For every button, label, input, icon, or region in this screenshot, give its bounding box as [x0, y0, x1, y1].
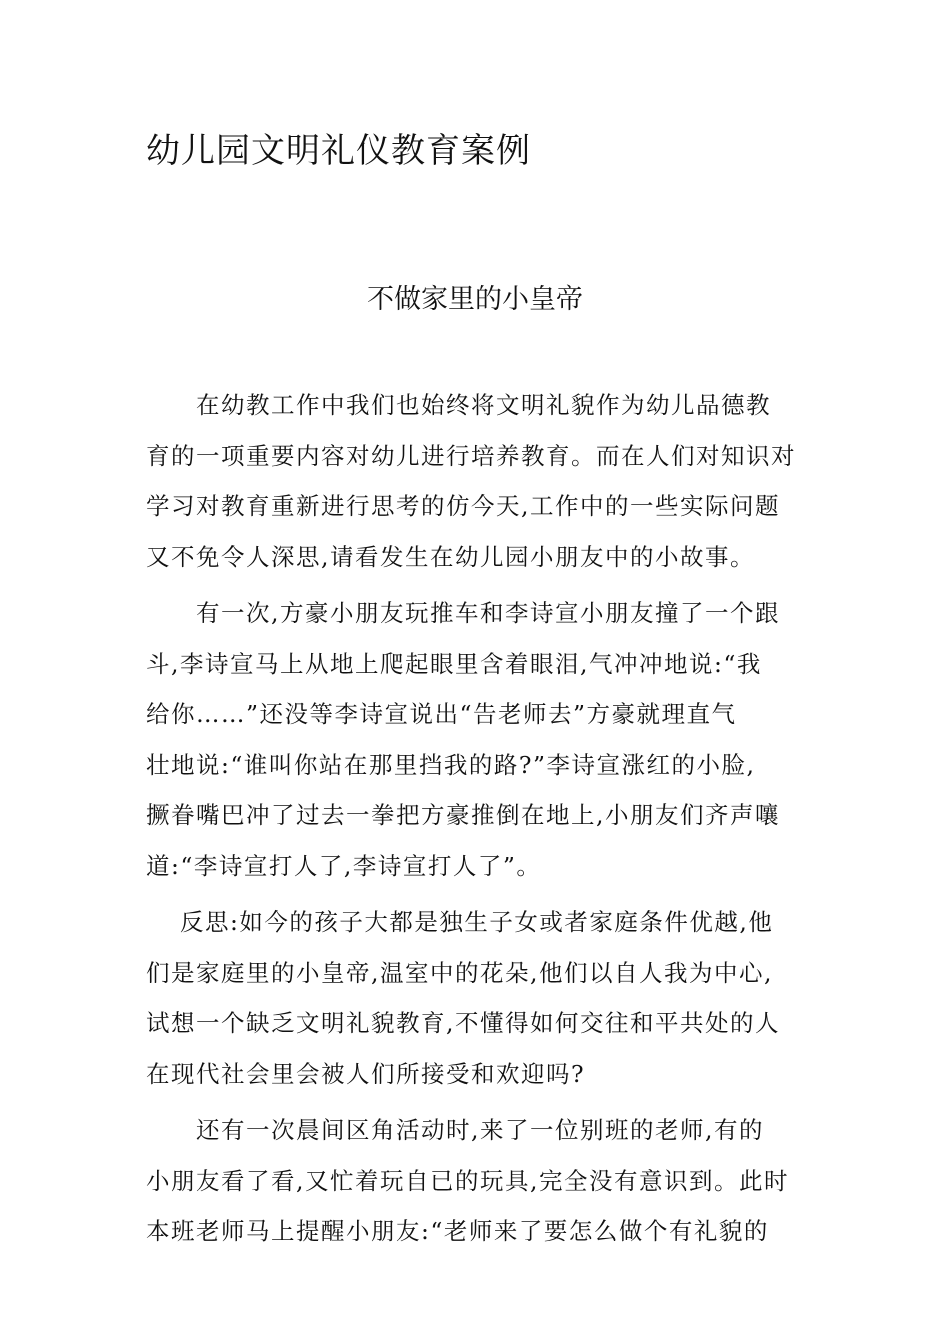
- paragraph-line: 反思:如今的孩子大都是独生子女或者家庭条件优越,他: [180, 908, 774, 936]
- paragraph-line: 又不免令人深思,请看发生在幼儿园小朋友中的小故事。: [146, 542, 755, 571]
- document-title: 幼儿园文明礼仪教育案例: [146, 131, 531, 171]
- paragraph-line: 育的一项重要内容对幼儿进行培养教育。而在人们对知识对: [146, 441, 796, 470]
- paragraph-line: 还有一次晨间区角活动时,来了一位别班的老师,有的: [196, 1116, 764, 1144]
- paragraph-line: 小朋友看了看,又忙着玩自已的玩具,完全没有意识到。此时: [146, 1166, 789, 1195]
- paragraph-line: 壮地说:“谁叫你站在那里挡我的路?”李诗宣涨红的小脸,: [146, 750, 756, 779]
- paragraph-line: 有一次,方豪小朋友玩推车和李诗宣小朋友撞了一个跟: [196, 599, 780, 627]
- story-title: 不做家里的小皇帝: [367, 284, 583, 315]
- paragraph-line: 在现代社会里会被人们所接受和欢迎吗?: [146, 1059, 586, 1088]
- paragraph-line: 学习对教育重新进行思考的仿今天,工作中的一些实际问题: [146, 492, 780, 520]
- body-paragraph: [146, 588, 826, 891]
- paragraph-line: 斗,李诗宣马上从地上爬起眼里含着眼泪,气冲冲地说:“我: [146, 649, 762, 678]
- paragraph-line: 试想一个缺乏文明礼貌教育,不懂得如何交往和平共处的人: [146, 1009, 780, 1037]
- body-paragraph: [146, 380, 826, 582]
- paragraph-line: 撅眷嘴巴冲了过去一拳把方豪推倒在地上,小朋友们齐声嚷: [146, 801, 780, 829]
- paragraph-line: 在幼教工作中我们也始终将文明礼貌作为幼儿品德教: [196, 391, 771, 419]
- body-paragraph: [146, 1105, 826, 1257]
- paragraph-line: 们是家庭里的小皇帝,温室中的花朵,他们以自人我为中心,: [146, 958, 773, 987]
- paragraph-line: 道:“李诗宣打人了,李诗宣打人了”。: [146, 851, 542, 880]
- body-paragraph: [146, 897, 826, 1099]
- document-body: [146, 380, 826, 1263]
- paragraph-line: 本班老师马上提醒小朋友:“老师来了要怎么做个有礼貌的: [146, 1217, 769, 1245]
- paragraph-line: 给你……”还没等李诗宣说出“告老师去”方豪就理直气: [146, 700, 737, 728]
